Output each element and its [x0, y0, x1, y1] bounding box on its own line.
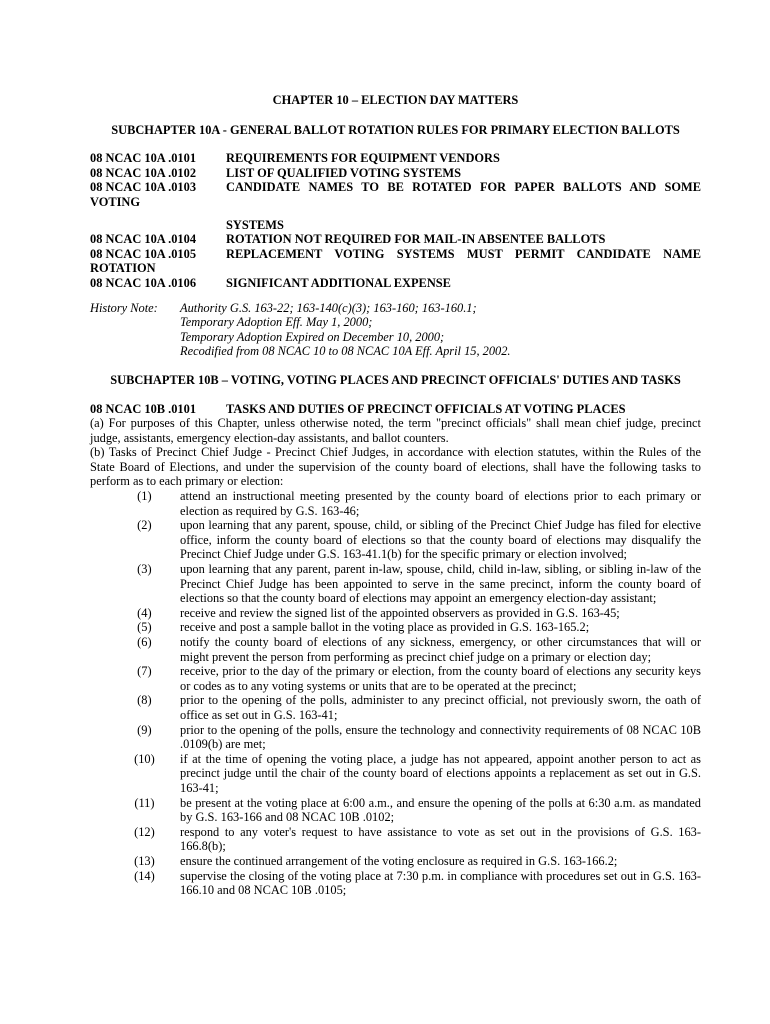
item-number: (11) [134, 795, 155, 810]
item-text: prior to the opening of the polls, ensure the technology and connectivity requirements of 08 NCAC 10B .0109(b) are met; [180, 722, 701, 752]
list-item [90, 752, 701, 796]
rule-title: TASKS AND DUTIES OF PRECINCT OFFICIALS AT VOTING PLACES [226, 401, 626, 416]
item-number: (13) [134, 853, 155, 868]
list-item [90, 489, 701, 518]
item-text: ensure the continued arrangement of the voting enclosure as required in G.S. 163-166.2; [180, 853, 618, 868]
list-item [90, 562, 701, 606]
rule-number: 08 NCAC 10A .0102 [90, 165, 197, 180]
list-item [90, 693, 701, 722]
item-text: receive and post a sample ballot in the voting place as provided in G.S. 163-165.2; [180, 620, 590, 635]
toc-row [90, 180, 701, 195]
list-item [90, 606, 701, 621]
item-number: (6) [137, 635, 152, 649]
list-item [90, 635, 701, 664]
rule-number: 08 NCAC 10B .0101 [90, 401, 197, 416]
history-line: Temporary Adoption Expired on December 10, 2000; [180, 329, 445, 344]
rule-title-wrap: VOTING [90, 194, 141, 209]
toc-row [90, 166, 701, 181]
rule-heading [90, 402, 701, 417]
rule-title: REPLACEMENT VOTING SYSTEMS MUST PERMIT CANDIDATE NAME [226, 246, 701, 261]
task-list [90, 489, 701, 898]
item-text: prior to the opening of the polls, administer to any precinct official, not previously sworn, the oath of office as set out in G.S. 163-41; [180, 693, 701, 722]
item-number: (14) [134, 868, 155, 883]
subchapter-b-title: SUBCHAPTER 10B – VOTING, VOTING PLACES AND PRECINCT OFFICIALS' DUTIES AND TASKS [110, 372, 681, 387]
item-text: if at the time of opening the voting place, a judge has not appeared, appoint another person to act as precinct judge until the chair of the county board of elections appoints a replacement as set out in G.S. 163-41; [180, 751, 701, 795]
rule-title: ROTATION NOT REQUIRED FOR MAIL-IN ABSENTEE BALLOTS [226, 232, 606, 247]
item-text: receive, prior to the day of the primary or election, from the county board of elections any security keys or codes as to any voting systems or units that are to be operated at the precinct; [180, 664, 701, 693]
paragraph-b: (b) Tasks of Precinct Chief Judge - Precinct Chief Judges, in accordance with election statutes, within the Rules of the State Board of Elections, and under the supervision of the county board of elections, shall have the following tasks to perform as to each primary or election: [90, 445, 701, 489]
item-number: (10) [134, 751, 155, 766]
history-note-lines [180, 301, 511, 359]
item-number: (9) [137, 722, 152, 737]
list-item [90, 825, 701, 854]
toc-row [90, 276, 701, 291]
item-number: (8) [137, 693, 152, 708]
rule-number: 08 NCAC 10A .0104 [90, 232, 197, 247]
list-item [90, 620, 701, 635]
list-item [90, 869, 701, 898]
item-number: (4) [137, 605, 152, 620]
item-text: be present at the voting place at 6:00 a.m., and ensure the opening of the polls at 6:30 a.m. as mandated by G.S. 163-166 and 08 NCAC 10B .0102; [180, 795, 701, 825]
rule-title: SIGNIFICANT ADDITIONAL EXPENSE [226, 275, 451, 290]
history-line: Recodified from 08 NCAC 10 to 08 NCAC 10A Eff. April 15, 2002. [180, 344, 511, 359]
rule-number: 08 NCAC 10A .0101 [90, 151, 197, 166]
item-text: attend an instructional meeting presented by the county board of elections prior to each primary or election as required by G.S. 163-46; [180, 489, 701, 518]
rule-number: 08 NCAC 10A .0105 [90, 246, 197, 261]
rule-title-wrap: ROTATION [90, 261, 156, 276]
history-line: Authority G.S. 163-22; 163-140(c)(3); 163-160; 163-160.1; [180, 300, 477, 315]
history-note-label: History Note: [90, 300, 158, 315]
list-item [90, 854, 701, 869]
item-number: (2) [137, 518, 152, 533]
list-item [90, 723, 701, 752]
item-text: upon learning that any parent, spouse, child, or sibling of the Precinct Chief Judge has filed for elective office, inform the county board of elections so that the county board of elections may disqualify the Precinct Chief Judge under G.S. 163-41.1(b) for the specific primary or election involved; [180, 518, 701, 562]
list-item [90, 664, 701, 693]
list-item [90, 518, 701, 562]
rule-title: LIST OF QUALIFIED VOTING SYSTEMS [226, 165, 462, 180]
item-text: notify the county board of elections of any sickness, emergency, or other circumstances that will or might prevent the person from performing as precinct chief judge on a primary or election day; [180, 635, 701, 664]
chapter-title: CHAPTER 10 – ELECTION DAY MATTERS [272, 93, 519, 107]
paragraph-a: (a) For purposes of this Chapter, unless otherwise noted, the term "precinct officials" shall mean chief judge, precinct judge, assistants, emergency election-day assistants, and ballot counters. [90, 416, 701, 445]
subchapter-a-title: SUBCHAPTER 10A - GENERAL BALLOT ROTATION RULES FOR PRIMARY ELECTION BALLOTS [111, 122, 680, 137]
item-number: (5) [137, 620, 152, 635]
item-text: supervise the closing of the voting place at 7:30 p.m. in compliance with procedures set out in G.S. 163-166.10 and 08 NCAC 10B .0105; [180, 868, 701, 898]
item-text: receive and review the signed list of the appointed observers as provided in G.S. 163-45; [180, 605, 620, 620]
toc-row [90, 247, 701, 262]
rule-title: CANDIDATE NAMES TO BE ROTATED FOR PAPER BALLOTS AND SOME [226, 180, 701, 195]
item-number: (7) [137, 664, 152, 679]
rule-number: 08 NCAC 10A .0103 [90, 180, 197, 195]
rule-title-continued: SYSTEMS [226, 217, 284, 232]
item-number: (3) [137, 562, 152, 577]
history-note [90, 301, 701, 359]
rule-title: REQUIREMENTS FOR EQUIPMENT VENDORS [226, 151, 500, 166]
toc-row [90, 151, 701, 166]
list-item [90, 796, 701, 825]
rule-number: 08 NCAC 10A .0106 [90, 275, 197, 290]
item-number: (1) [137, 489, 152, 504]
toc-row [90, 232, 701, 247]
history-line: Temporary Adoption Eff. May 1, 2000; [180, 315, 373, 330]
toc-row [90, 218, 701, 233]
toc-subchapter-a [90, 151, 701, 290]
item-number: (12) [134, 824, 155, 839]
item-text: upon learning that any parent, parent in-law, spouse, child, child in-law, sibling, or sibling in-law of the Precinct Chief Judge has been appointed to serve in the same precinct, inform the county board of elections so that the county board of elections may appoint an emergency election-day assistant; [180, 562, 701, 606]
document-page [90, 93, 701, 898]
item-text: respond to any voter's request to have assistance to vote as set out in the provisions of G.S. 163-166.8(b); [180, 824, 701, 854]
